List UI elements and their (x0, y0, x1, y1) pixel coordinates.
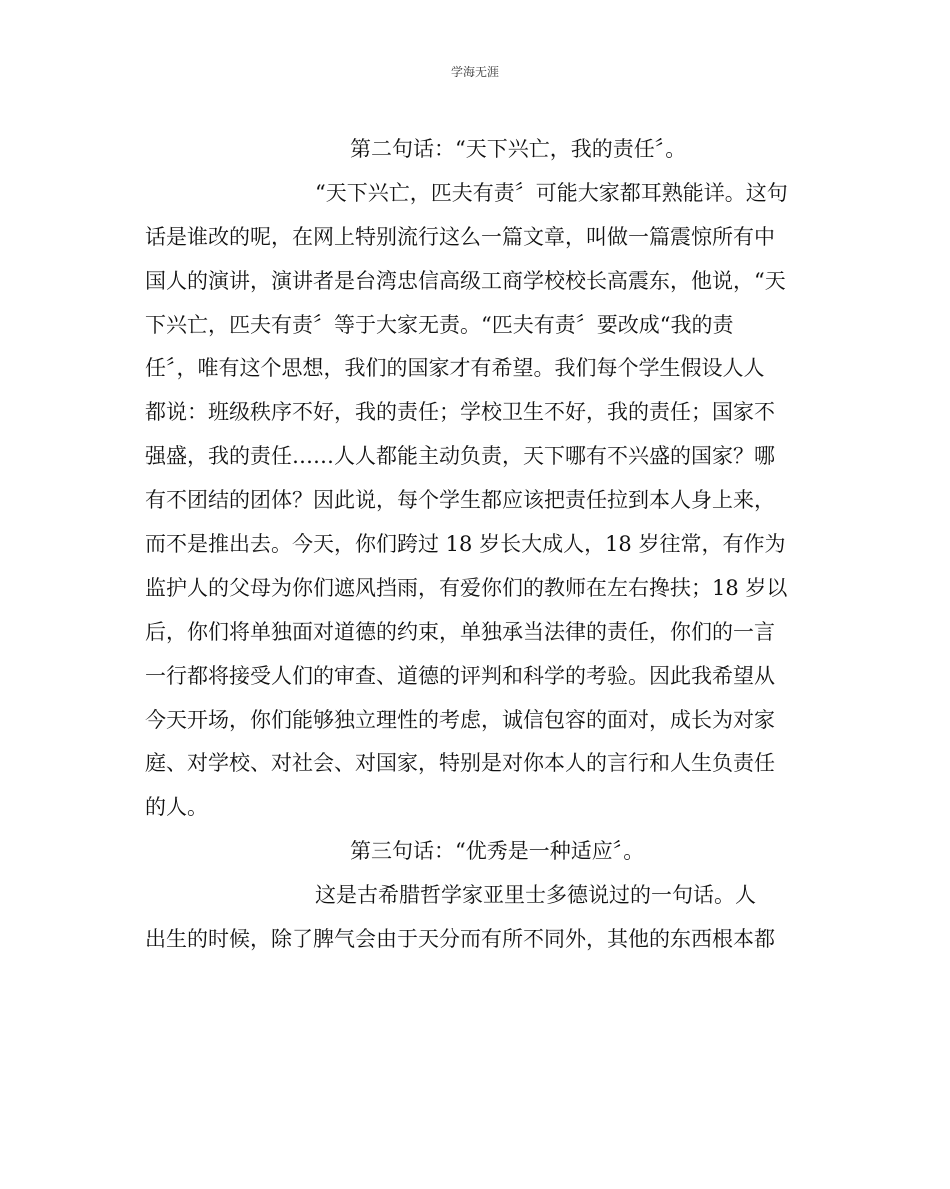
paragraph-line: 庭、对学校、对社会、对国家，特别是对你本人的言行和人生负责任 (145, 751, 775, 776)
paragraph-line: 话是谁改的呢，在网上特别流行这么一篇文章，叫做一篇震惊所有中 (145, 224, 775, 249)
paragraph-line: 出生的时候，除了脾气会由于天分而有所不同外，其他的东西根本都 (145, 927, 775, 952)
paragraph-line: 任〞，唯有这个思想，我们的国家才有希望。我们每个学生假设人人 (145, 356, 765, 381)
paragraph-line: 一行都将接受人们的审查、道德的评判和科学的考验。因此我希望从 (145, 663, 775, 688)
page-header: 学海无涯 (450, 65, 499, 79)
paragraph-line: 后，你们将单独面对道德的约束，单独承当法律的责任，你们的一言 (145, 619, 775, 644)
paragraph-line: 的人。 (145, 795, 208, 820)
paragraph-line: 下兴亡，匹夫有责〞等于大家无责。“匹夫有责〞要改成“我的责 (145, 312, 734, 337)
paragraph-line: 强盛，我的责任……人人都能主动负责，天下哪有不兴盛的国家？哪 (145, 444, 775, 469)
paragraph-line: “天下兴亡，匹夫有责〞可能大家都耳熟能详。这句 (315, 180, 788, 205)
section-heading-2: 第二句话：“天下兴亡，我的责任〞。 (350, 137, 687, 161)
document-body (145, 128, 815, 962)
paragraph-line: 都说：班级秩序不好，我的责任；学校卫生不好，我的责任；国家不 (145, 400, 775, 425)
section-heading-3: 第三句话：“优秀是一种适应〞。 (350, 839, 645, 864)
paragraph-line: 这是古希腊哲学家亚里士多德说过的一句话。人 (315, 883, 756, 908)
paragraph-line: 今天开场，你们能够独立理性的考虑，诚信包容的面对，成长为对家 (145, 707, 775, 732)
paragraph-line: 监护人的父母为你们遮风挡雨，有爱你们的教师在左右搀扶；18 岁以 (145, 575, 788, 600)
paragraph-line: 国人的演讲，演讲者是台湾忠信高级工商学校校长高震东，他说，“天 (145, 268, 786, 293)
paragraph-line: 有不团结的团体？因此说，每个学生都应该把责任拉到本人身上来， (145, 488, 775, 513)
paragraph-line: 而不是推出去。今天，你们跨过 18 岁长大成人，18 岁往常，有作为 (145, 532, 786, 557)
